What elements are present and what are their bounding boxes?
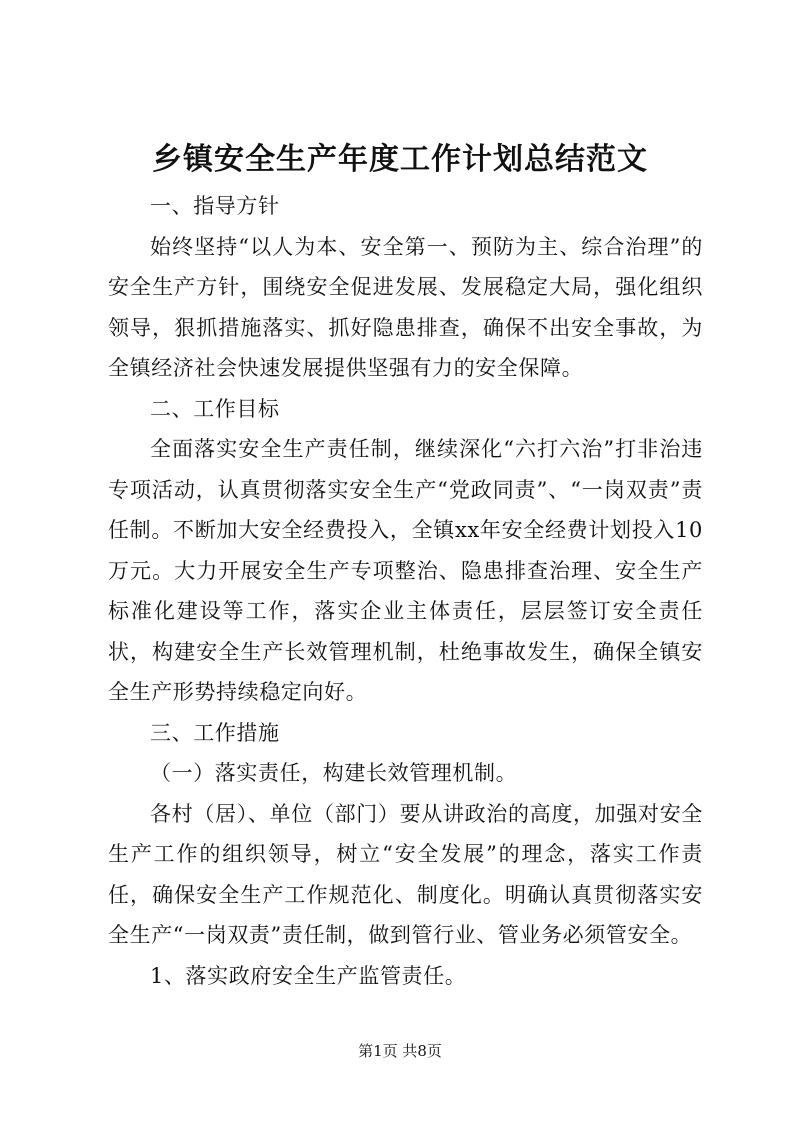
page-footer: 第1页 共8页 bbox=[358, 1042, 442, 1060]
section-heading-guiding-policy: 一、指导方针 bbox=[150, 194, 280, 218]
section-heading-work-goals: 二、工作目标 bbox=[150, 396, 280, 421]
paragraph-work-goals: 全面落实安全生产责任制，继续深化“六打六治”打非治违专项活动，认真贯彻落实安全生产“党政同责”、“一岗双责”责任制。不断加大安全经费投入，全镇xx年安全经费计划投入10万元。大力开展安全生产专项整治、隐患排查治理、安全生产标准化建设等工作，落实企业主体责任，层层签订安全责任状，构建安全生产长效管理机制，杜绝事故发生，确保全镇安全生产形势持续稳定向好。 bbox=[108, 437, 703, 704]
list-item-government-supervision: 1、落实政府安全生产监管责任。 bbox=[150, 963, 467, 988]
section-heading-work-measures: 三、工作措施 bbox=[150, 720, 280, 745]
paragraph-implement-responsibility: 各村（居）、单位（部门）要从讲政治的高度，加强对安全生产工作的组织领导，树立“安全发展”的理念，落实工作责任，确保安全生产工作规范化、制度化。明确认真贯彻落实安全生产“一岗双责”责任制，做到管行业、管业务必须管安全。 bbox=[108, 801, 703, 947]
document-body bbox=[108, 186, 703, 996]
page-title: 乡镇安全生产年度工作计划总结范文 bbox=[152, 142, 648, 177]
paragraph-guiding-policy: 始终坚持“以人为本、安全第一、预防为主、综合治理”的安全生产方针，围绕安全促进发展、发展稳定大局，强化组织领导，狠抓措施落实、抓好隐患排查，确保不出安全事故，为全镇经济社会快速发展提供坚强有力的安全保障。 bbox=[108, 234, 703, 380]
subheading-implement-responsibility: （一）落实责任，构建长效管理机制。 bbox=[150, 761, 518, 785]
